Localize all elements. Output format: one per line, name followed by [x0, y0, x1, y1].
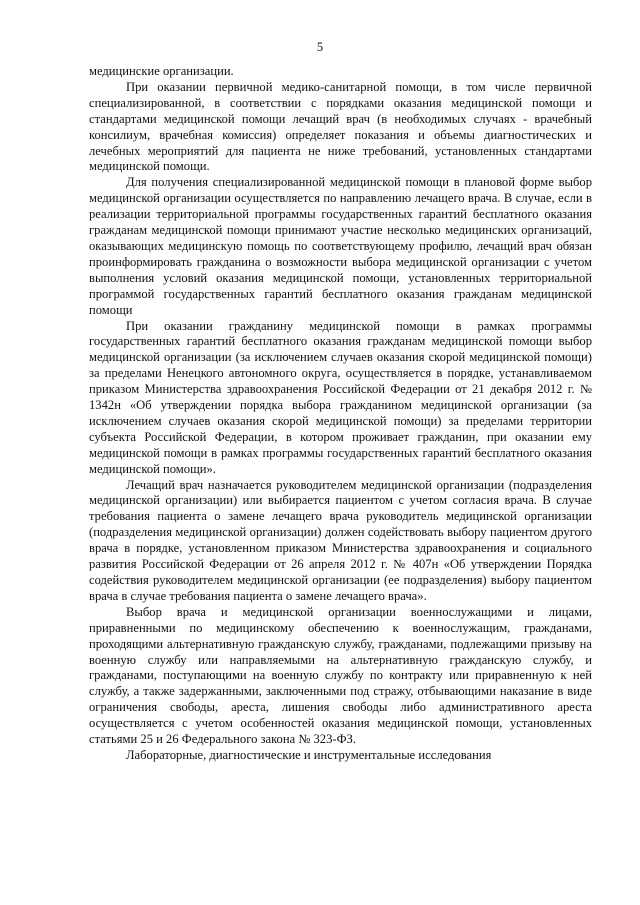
document-body [89, 64, 592, 764]
page-number: 5 [316, 40, 324, 54]
paragraph: Лечащий врач назначается руководителем медицинской организации (подразделения медицинской организации) или выбирается пациентом с учетом согласия врача. В случае требования пациента о замене лечащего врача руководитель медицинской организации (подразделения медицинской организации) должен содействовать выбору пациентом другого врача в порядке, установленном приказом Министерства здравоохранения и социального развития Российской Федерации от 26 апреля 2012 г. № 407н «Об утверждении Порядка содействия руководителем медицинской организации (ее подразделения) выбору пациентом врача в случае требования пациента о замене лечащего врача». [89, 477, 592, 603]
paragraph: При оказании гражданину медицинской помощи в рамках программы государственных гарантий бесплатного оказания гражданам медицинской помощи выбор медицинской организации (за исключением случаев оказания скорой медицинской помощи) за пределами Ненецкого автономного округа, осуществляется в порядке, устанавливаемом приказом Министерства здравоохранения Российской Федерации от 21 декабря 2012 г. № 1342н «Об утверждении порядка выбора гражданином медицинской организации (за исключением случаев оказания скорой медицинской помощи) за пределами территории субъекта Российской Федерации, в котором проживает гражданин, при оказании ему медицинской помощи в рамках программы государственных гарантий бесплатного оказания медицинской помощи». [89, 318, 592, 476]
paragraph: Для получения специализированной медицинской помощи в плановой форме выбор медицинской организации осуществляется по направлению лечащего врача. В случае, если в реализации территориальной программы государственных гарантий бесплатного оказания гражданам медицинской помощи принимают участие несколько медицинских организаций, оказывающих медицинскую помощь по соответствующему профилю, лечащий врач обязан проинформировать гражданина о возможности выбора медицинской организации с учетом выполнения условий оказания медицинской помощи, установленных территориальной программой государственных гарантий бесплатного оказания гражданам медицинской помощи [89, 175, 592, 317]
paragraph: При оказании первичной медико-санитарной помощи, в том числе первичной специализированной, в соответствии с порядками оказания медицинской помощи и стандартами медицинской помощи лечащий врач (в необходимых случаях - врачебный консилиум, врачебная комиссия) определяет показания и объемы диагностических и лечебных мероприятий для пациента не ниже требований, установленных стандартами медицинской помощи. [89, 79, 592, 174]
paragraph: медицинские организации. [89, 64, 234, 78]
paragraph: Выбор врача и медицинской организации военнослужащими и лицами, приравненными по медицинскому обеспечению к военнослужащим, гражданами, проходящими альтернативную гражданскую службу, гражданами, подлежащими призыву на военную службу или направляемыми на альтернативную гражданскую службу, и гражданами, поступающими на военную службу по контракту или приравненную к ней службу, а также задержанными, заключенными под стражу, отбывающими наказание в виде ограничения свободы, ареста, лишения свободы либо административного ареста осуществляется с учетом особенностей оказания медицинской помощи, установленных статьями 25 и 26 Федерального закона № 323-ФЗ. [89, 604, 592, 747]
paragraph: Лабораторные, диагностические и инструментальные исследования [126, 747, 492, 762]
